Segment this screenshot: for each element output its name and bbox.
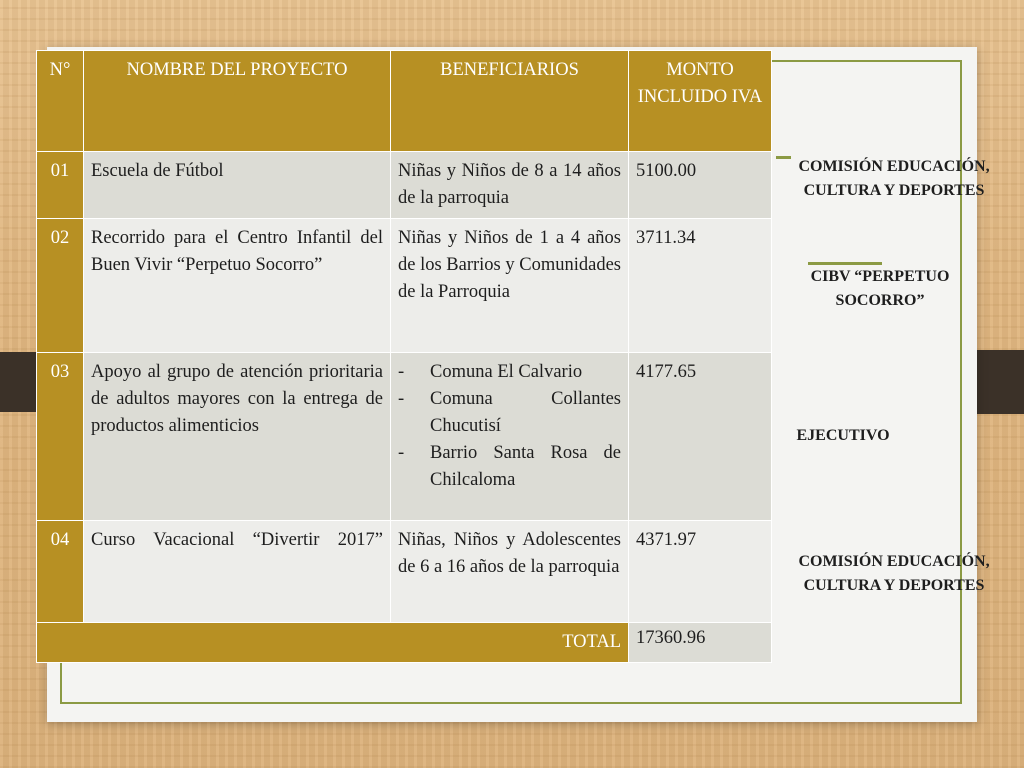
table-total-row xyxy=(37,623,772,663)
row-number: 02 xyxy=(37,219,84,353)
table-row xyxy=(37,353,772,521)
side-label-cibv: CIBV “PERPETUO SOCORRO” xyxy=(810,268,950,309)
row-beneficiaries: Niñas y Niños de 8 a 14 años de la parroquia xyxy=(391,152,629,219)
header-number: N° xyxy=(37,51,84,152)
projects-table xyxy=(36,50,772,663)
total-label: TOTAL xyxy=(37,623,629,663)
row-project-name: Apoyo al grupo de atención prioritaria de adultos mayores con la entrega de productos alimenticios xyxy=(84,353,391,521)
side-label-commission-1: COMISIÓN EDUCACIÓN, CULTURA Y DEPORTES xyxy=(798,158,990,199)
row-beneficiaries: Niñas y Niños de 1 a 4 años de los Barrios y Comunidades de la Parroquia xyxy=(391,219,629,353)
list-item-text: Comuna Collantes Chucutisí xyxy=(430,389,621,436)
row-amount: 4371.97 xyxy=(629,521,772,623)
list-item-text: Barrio Santa Rosa de Chilcaloma xyxy=(430,443,621,490)
header-amount: MONTO INCLUIDO IVA xyxy=(629,51,772,152)
total-value: 17360.96 xyxy=(629,623,772,663)
row-beneficiaries xyxy=(391,353,629,521)
row-beneficiaries: Niñas, Niños y Adolescentes de 6 a 16 años de la parroquia xyxy=(391,521,629,623)
header-project-name: NOMBRE DEL PROYECTO xyxy=(84,51,391,152)
row-number: 04 xyxy=(37,521,84,623)
row-amount: 4177.65 xyxy=(629,353,772,521)
row-project-name: Curso Vacacional “Divertir 2017” xyxy=(84,521,391,623)
list-item: - Barrio Santa Rosa de Chilcaloma xyxy=(398,440,621,494)
header-beneficiaries: BENEFICIARIOS xyxy=(391,51,629,152)
table-row xyxy=(37,521,772,623)
side-label-executive: EJECUTIVO xyxy=(796,427,890,444)
row-project-name: Recorrido para el Centro Infantil del Buen Vivir “Perpetuo Socorro” xyxy=(84,219,391,353)
row-number: 03 xyxy=(37,353,84,521)
side-label-commission-2: COMISIÓN EDUCACIÓN, CULTURA Y DEPORTES xyxy=(798,553,990,594)
shelf-left xyxy=(0,352,40,412)
table-row xyxy=(37,152,772,219)
list-item: - Comuna Collantes Chucutisí xyxy=(398,386,621,440)
table-row xyxy=(37,219,772,353)
table-header-row xyxy=(37,51,772,152)
row-amount: 3711.34 xyxy=(629,219,772,353)
row-project-name: Escuela de Fútbol xyxy=(84,152,391,219)
row-amount: 5100.00 xyxy=(629,152,772,219)
list-item-text: Comuna El Calvario xyxy=(430,362,583,382)
row-number: 01 xyxy=(37,152,84,219)
beneficiaries-list xyxy=(398,359,621,494)
list-item: - Comuna El Calvario xyxy=(398,359,621,386)
